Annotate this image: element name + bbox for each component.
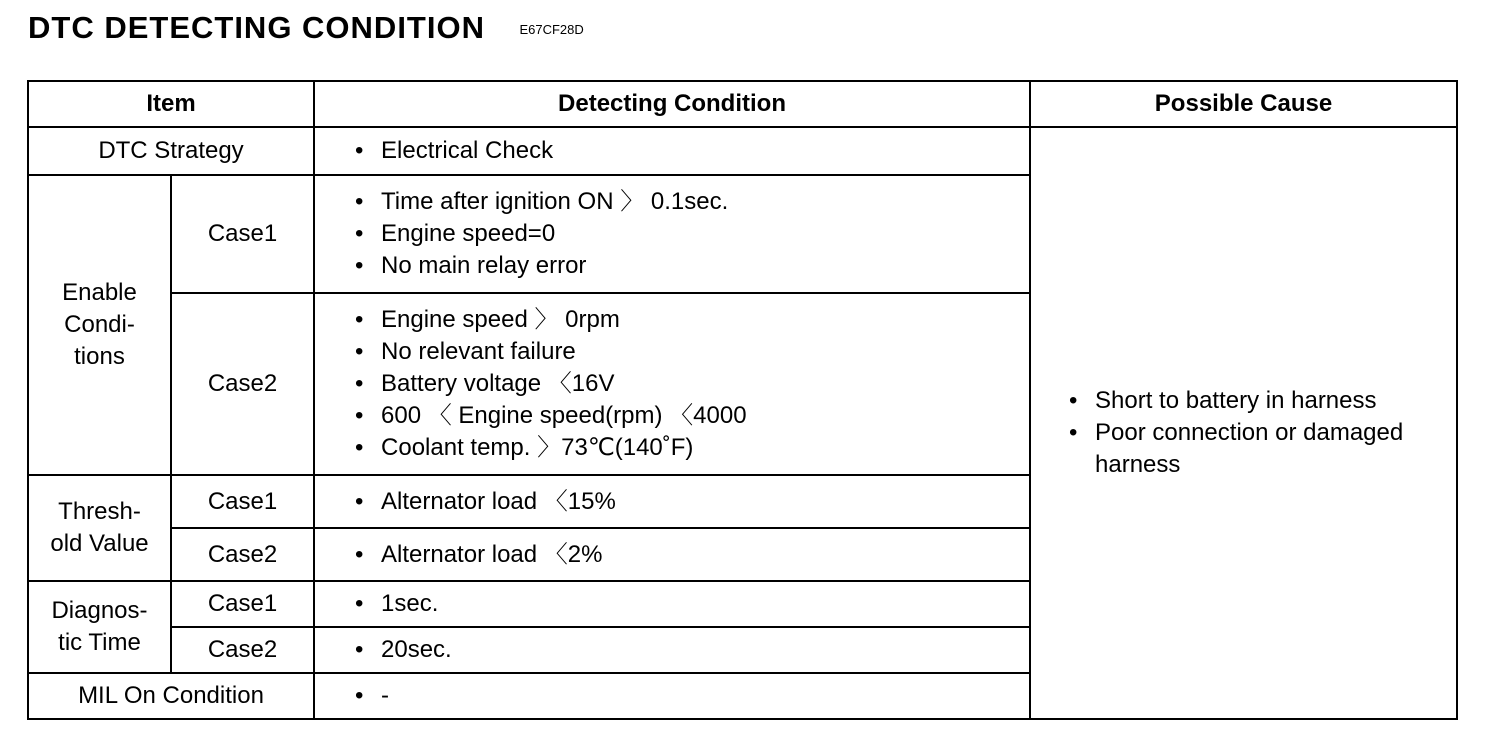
condition-item: • 1sec. [355, 588, 1029, 620]
dtc-condition-table [27, 80, 1458, 720]
case-label: Case2 [171, 293, 314, 475]
document-code: E67CF28D [519, 22, 584, 37]
header-item: Item [28, 81, 314, 127]
case-label: Case2 [171, 627, 314, 673]
cause-item: • Short to battery in harness [1069, 385, 1456, 417]
condition-item: • 600 〈 Engine speed(rpm) 〈4000 [355, 400, 1029, 432]
case-label: Case1 [171, 475, 314, 528]
condition-cell [314, 475, 1030, 528]
row-label-enable-conditions: Enable Condi- tions [28, 175, 171, 475]
header-detecting-condition: Detecting Condition [314, 81, 1030, 127]
condition-cell [314, 528, 1030, 581]
table-row [28, 127, 1457, 175]
row-label-dtc-strategy: DTC Strategy [28, 127, 314, 175]
page-title: DTC DETECTING CONDITION [28, 10, 485, 45]
condition-item: • No relevant failure [355, 336, 1029, 368]
condition-cell [314, 175, 1030, 293]
header-possible-cause: Possible Cause [1030, 81, 1457, 127]
possible-cause-cell [1030, 127, 1457, 719]
condition-cell [314, 293, 1030, 475]
condition-cell [314, 673, 1030, 719]
condition-item: • No main relay error [355, 250, 1029, 282]
condition-item: • - [355, 680, 1029, 712]
condition-item: • 20sec. [355, 634, 1029, 666]
condition-item: • Electrical Check [355, 135, 1029, 167]
condition-item: • Alternator load 〈15% [355, 486, 1029, 518]
case-label: Case1 [171, 175, 314, 293]
row-label-threshold-value: Thresh- old Value [28, 475, 171, 581]
case-label: Case2 [171, 528, 314, 581]
condition-item: • Time after ignition ON 〉 0.1sec. [355, 186, 1029, 218]
condition-cell [314, 581, 1030, 627]
condition-item: • Engine speed=0 [355, 218, 1029, 250]
condition-item: • Coolant temp. 〉73℃(140˚F) [355, 432, 1029, 464]
condition-cell [314, 127, 1030, 175]
page-header [28, 10, 584, 50]
case-label: Case1 [171, 581, 314, 627]
cause-item: • Poor connection or damaged harness [1069, 417, 1456, 481]
condition-cell [314, 627, 1030, 673]
condition-item: • Battery voltage 〈16V [355, 368, 1029, 400]
table-header-row [28, 81, 1457, 127]
row-label-mil-on-condition: MIL On Condition [28, 673, 314, 719]
condition-item: • Alternator load 〈2% [355, 539, 1029, 571]
condition-item: • Engine speed 〉 0rpm [355, 304, 1029, 336]
row-label-diagnostic-time: Diagnos- tic Time [28, 581, 171, 673]
